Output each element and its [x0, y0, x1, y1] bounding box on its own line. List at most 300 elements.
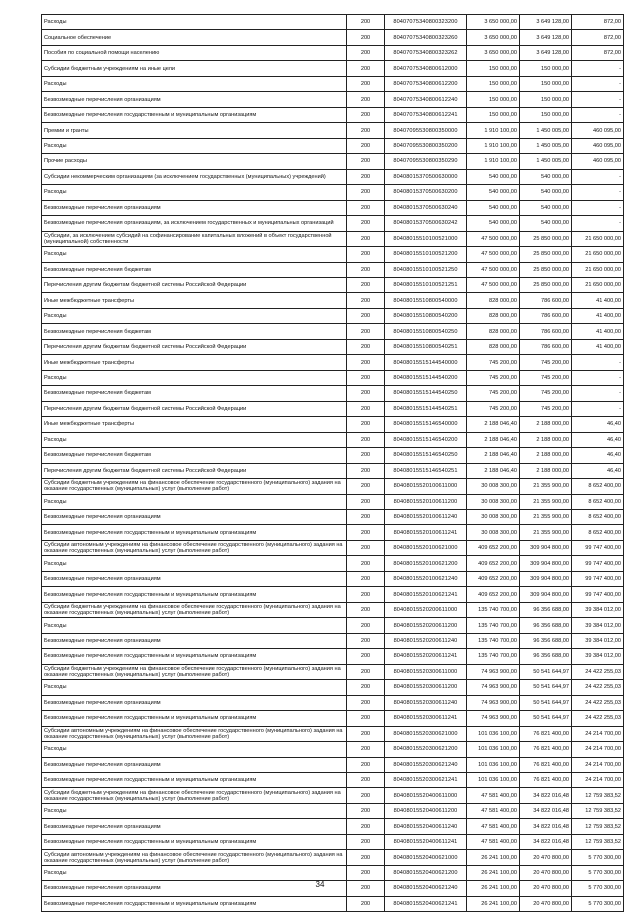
- table-row: [42, 680, 624, 695]
- line-code-cell: 200: [347, 819, 385, 834]
- approved-amount-cell: 26 241 100,00: [467, 881, 520, 896]
- approved-amount-cell: 47 500 000,00: [467, 277, 520, 292]
- item-name-cell: Безвозмездные перечисления государственным и муниципальным организациям: [42, 587, 347, 602]
- item-name-cell: Иные межбюджетные трансферты: [42, 293, 347, 308]
- line-code-cell: 200: [347, 169, 385, 184]
- table-body: [42, 15, 624, 912]
- executed-amount-cell: 786 600,00: [520, 339, 572, 354]
- item-name-cell: Субсидии некоммерческим организациям (за исключением государственных (муниципальных) учреждений): [42, 169, 347, 184]
- budget-code-cell: 80408015515144540200: [385, 370, 467, 385]
- unexecuted-amount-cell: 8 652 400,00: [572, 525, 624, 540]
- table-row: [42, 510, 624, 525]
- table-row: [42, 61, 624, 76]
- item-name-cell: Расходы: [42, 618, 347, 633]
- executed-amount-cell: 1 450 005,00: [520, 154, 572, 169]
- unexecuted-amount-cell: 5 770 300,00: [572, 881, 624, 896]
- item-name-cell: Расходы: [42, 680, 347, 695]
- approved-amount-cell: 30 008 300,00: [467, 479, 520, 494]
- table-row: [42, 803, 624, 818]
- line-code-cell: 200: [347, 308, 385, 323]
- item-name-cell: Расходы: [42, 247, 347, 262]
- item-name-cell: Субсидии бюджетным учреждениям на финансовое обеспечение государственного (муниципального) задания на оказание государственных (муниципальных) услуг (выполнение работ): [42, 788, 347, 803]
- item-name-cell: Расходы: [42, 432, 347, 447]
- item-name-cell: Безвозмездные перечисления государственным и муниципальным организациям: [42, 834, 347, 849]
- table-row: [42, 587, 624, 602]
- budget-code-cell: 80408015515146540000: [385, 417, 467, 432]
- unexecuted-amount-cell: 8 652 400,00: [572, 479, 624, 494]
- line-code-cell: 200: [347, 788, 385, 803]
- table-row: [42, 525, 624, 540]
- table-row: [42, 834, 624, 849]
- item-name-cell: Перечисления другим бюджетам бюджетной системы Российской Федерации: [42, 401, 347, 416]
- item-name-cell: Безвозмездные перечисления организациям: [42, 200, 347, 215]
- unexecuted-amount-cell: 24 214 700,00: [572, 757, 624, 772]
- executed-amount-cell: 34 822 016,48: [520, 834, 572, 849]
- executed-amount-cell: 20 470 800,00: [520, 881, 572, 896]
- unexecuted-amount-cell: 24 214 700,00: [572, 726, 624, 741]
- line-code-cell: 200: [347, 463, 385, 478]
- line-code-cell: 200: [347, 138, 385, 153]
- unexecuted-amount-cell: 41 400,00: [572, 293, 624, 308]
- executed-amount-cell: 786 600,00: [520, 308, 572, 323]
- executed-amount-cell: 20 470 800,00: [520, 850, 572, 865]
- approved-amount-cell: 540 000,00: [467, 185, 520, 200]
- table-row: [42, 200, 624, 215]
- line-code-cell: 200: [347, 92, 385, 107]
- approved-amount-cell: 3 650 000,00: [467, 15, 520, 30]
- approved-amount-cell: 47 581 400,00: [467, 819, 520, 834]
- executed-amount-cell: 25 850 000,00: [520, 262, 572, 277]
- line-code-cell: 200: [347, 247, 385, 262]
- item-name-cell: Субсидии бюджетным учреждениям на иные цели: [42, 61, 347, 76]
- executed-amount-cell: 786 600,00: [520, 324, 572, 339]
- approved-amount-cell: 47 581 400,00: [467, 803, 520, 818]
- budget-code-cell: 80408015370500630200: [385, 185, 467, 200]
- approved-amount-cell: 74 963 900,00: [467, 711, 520, 726]
- budget-code-cell: 80408015520100621200: [385, 556, 467, 571]
- line-code-cell: 200: [347, 231, 385, 246]
- approved-amount-cell: 2 188 046,40: [467, 448, 520, 463]
- approved-amount-cell: 409 652 200,00: [467, 556, 520, 571]
- executed-amount-cell: 1 450 005,00: [520, 123, 572, 138]
- approved-amount-cell: 150 000,00: [467, 92, 520, 107]
- approved-amount-cell: 47 500 000,00: [467, 247, 520, 262]
- budget-code-cell: 80408015520200611000: [385, 602, 467, 617]
- approved-amount-cell: 150 000,00: [467, 76, 520, 91]
- executed-amount-cell: 786 600,00: [520, 293, 572, 308]
- table-row: [42, 154, 624, 169]
- table-row: [42, 169, 624, 184]
- approved-amount-cell: 745 200,00: [467, 370, 520, 385]
- line-code-cell: 200: [347, 602, 385, 617]
- item-name-cell: Безвозмездные перечисления государственным и муниципальным организациям: [42, 772, 347, 787]
- table-row: [42, 308, 624, 323]
- table-row: [42, 649, 624, 664]
- budget-code-cell: 80408015510800540200: [385, 308, 467, 323]
- item-name-cell: Прочие расходы: [42, 154, 347, 169]
- approved-amount-cell: 540 000,00: [467, 216, 520, 231]
- item-name-cell: Расходы: [42, 556, 347, 571]
- executed-amount-cell: 2 188 000,00: [520, 417, 572, 432]
- budget-code-cell: 80408015520100611000: [385, 479, 467, 494]
- budget-code-cell: 80408015520100621000: [385, 540, 467, 555]
- item-name-cell: Расходы: [42, 185, 347, 200]
- item-name-cell: Субсидии автономным учреждениям на финансовое обеспечение государственного (муниципального) задания на оказание государственных (муниципальных) услуг (выполнение работ): [42, 540, 347, 555]
- unexecuted-amount-cell: 12 759 383,52: [572, 788, 624, 803]
- line-code-cell: 200: [347, 865, 385, 880]
- item-name-cell: Социальное обеспечение: [42, 30, 347, 45]
- table-row: [42, 30, 624, 45]
- unexecuted-amount-cell: 21 650 000,00: [572, 247, 624, 262]
- approved-amount-cell: 30 008 300,00: [467, 494, 520, 509]
- table-row: [42, 15, 624, 30]
- budget-code-cell: 80408015515144540000: [385, 355, 467, 370]
- item-name-cell: Расходы: [42, 742, 347, 757]
- item-name-cell: Субсидии бюджетным учреждениям на финансовое обеспечение государственного (муниципального) задания на оказание государственных (муниципальных) услуг (выполнение работ): [42, 664, 347, 679]
- line-code-cell: 200: [347, 494, 385, 509]
- table-row: [42, 896, 624, 911]
- unexecuted-amount-cell: 872,00: [572, 30, 624, 45]
- executed-amount-cell: 20 470 800,00: [520, 896, 572, 911]
- budget-code-cell: 80407075340800323200: [385, 15, 467, 30]
- budget-code-cell: 80408015510800540000: [385, 293, 467, 308]
- budget-code-cell: 80408015520100621241: [385, 587, 467, 602]
- approved-amount-cell: 135 740 700,00: [467, 602, 520, 617]
- line-code-cell: 200: [347, 757, 385, 772]
- unexecuted-amount-cell: 12 759 383,52: [572, 819, 624, 834]
- executed-amount-cell: 96 356 688,00: [520, 633, 572, 648]
- table-row: [42, 463, 624, 478]
- table-row: [42, 247, 624, 262]
- unexecuted-amount-cell: -: [572, 386, 624, 401]
- unexecuted-amount-cell: 99 747 400,00: [572, 556, 624, 571]
- line-code-cell: 200: [347, 123, 385, 138]
- line-code-cell: 200: [347, 76, 385, 91]
- budget-code-cell: 80408015520400611200: [385, 803, 467, 818]
- approved-amount-cell: 1 910 100,00: [467, 138, 520, 153]
- item-name-cell: Безвозмездные перечисления бюджетам: [42, 386, 347, 401]
- item-name-cell: Расходы: [42, 76, 347, 91]
- budget-code-cell: 80408015515146540251: [385, 463, 467, 478]
- budget-code-cell: 80408015520400621000: [385, 850, 467, 865]
- budget-code-cell: 80407075340800612241: [385, 107, 467, 122]
- approved-amount-cell: 101 036 100,00: [467, 742, 520, 757]
- table-row: [42, 231, 624, 246]
- budget-code-cell: 80408015520300611240: [385, 695, 467, 710]
- line-code-cell: 200: [347, 479, 385, 494]
- item-name-cell: Безвозмездные перечисления государственным и муниципальным организациям: [42, 525, 347, 540]
- item-name-cell: Перечисления другим бюджетам бюджетной системы Российской Федерации: [42, 339, 347, 354]
- item-name-cell: Безвозмездные перечисления государственным и муниципальным организациям: [42, 896, 347, 911]
- executed-amount-cell: 309 904 800,00: [520, 587, 572, 602]
- line-code-cell: 200: [347, 834, 385, 849]
- budget-code-cell: 80408015515144540251: [385, 401, 467, 416]
- approved-amount-cell: 1 910 100,00: [467, 123, 520, 138]
- executed-amount-cell: 150 000,00: [520, 61, 572, 76]
- line-code-cell: 200: [347, 401, 385, 416]
- approved-amount-cell: 540 000,00: [467, 200, 520, 215]
- line-code-cell: 200: [347, 324, 385, 339]
- unexecuted-amount-cell: 39 384 012,00: [572, 618, 624, 633]
- executed-amount-cell: 76 821 400,00: [520, 726, 572, 741]
- item-name-cell: Безвозмездные перечисления организациям: [42, 633, 347, 648]
- unexecuted-amount-cell: -: [572, 185, 624, 200]
- budget-code-cell: 80408015510800540250: [385, 324, 467, 339]
- table-row: [42, 401, 624, 416]
- unexecuted-amount-cell: 41 400,00: [572, 339, 624, 354]
- executed-amount-cell: 50 541 644,97: [520, 664, 572, 679]
- line-code-cell: 200: [347, 277, 385, 292]
- budget-code-cell: 80408015520200611200: [385, 618, 467, 633]
- budget-code-cell: 80408015515146540250: [385, 448, 467, 463]
- line-code-cell: 200: [347, 293, 385, 308]
- executed-amount-cell: 2 188 000,00: [520, 432, 572, 447]
- table-row: [42, 571, 624, 586]
- table-row: [42, 757, 624, 772]
- budget-code-cell: 80408015370500630240: [385, 200, 467, 215]
- table-row: [42, 432, 624, 447]
- approved-amount-cell: 3 650 000,00: [467, 30, 520, 45]
- page-number: 34: [315, 880, 325, 889]
- table-row: [42, 123, 624, 138]
- item-name-cell: Пособия по социальной помощи населению: [42, 45, 347, 60]
- table-row: [42, 107, 624, 122]
- executed-amount-cell: 745 200,00: [520, 355, 572, 370]
- unexecuted-amount-cell: 41 400,00: [572, 308, 624, 323]
- budget-code-cell: 80408015520100621240: [385, 571, 467, 586]
- approved-amount-cell: 135 740 700,00: [467, 633, 520, 648]
- line-code-cell: 200: [347, 216, 385, 231]
- budget-code-cell: 80407075340800323260: [385, 30, 467, 45]
- table-row: [42, 633, 624, 648]
- executed-amount-cell: 96 356 688,00: [520, 602, 572, 617]
- unexecuted-amount-cell: 460 095,00: [572, 123, 624, 138]
- approved-amount-cell: 135 740 700,00: [467, 618, 520, 633]
- unexecuted-amount-cell: 5 770 300,00: [572, 850, 624, 865]
- table-row: [42, 772, 624, 787]
- executed-amount-cell: 34 822 016,48: [520, 819, 572, 834]
- table-row: [42, 92, 624, 107]
- executed-amount-cell: 540 000,00: [520, 169, 572, 184]
- unexecuted-amount-cell: 12 759 383,52: [572, 834, 624, 849]
- unexecuted-amount-cell: 46,40: [572, 448, 624, 463]
- line-code-cell: 200: [347, 633, 385, 648]
- line-code-cell: 200: [347, 726, 385, 741]
- item-name-cell: Субсидии, за исключением субсидий на софинансирование капитальных вложений в объект государственной (муниципальной) собственности: [42, 231, 347, 246]
- budget-code-cell: 80407095530800350000: [385, 123, 467, 138]
- table-row: [42, 45, 624, 60]
- line-code-cell: 200: [347, 649, 385, 664]
- line-code-cell: 200: [347, 185, 385, 200]
- item-name-cell: Безвозмездные перечисления бюджетам: [42, 324, 347, 339]
- table-row: [42, 355, 624, 370]
- line-code-cell: 200: [347, 587, 385, 602]
- approved-amount-cell: 2 188 046,40: [467, 463, 520, 478]
- table-row: [42, 262, 624, 277]
- item-name-cell: Иные межбюджетные трансферты: [42, 355, 347, 370]
- approved-amount-cell: 74 963 900,00: [467, 680, 520, 695]
- item-name-cell: Расходы: [42, 803, 347, 818]
- approved-amount-cell: 745 200,00: [467, 355, 520, 370]
- budget-code-cell: 80408015520300611000: [385, 664, 467, 679]
- table-row: [42, 540, 624, 555]
- unexecuted-amount-cell: 41 400,00: [572, 324, 624, 339]
- executed-amount-cell: 50 541 644,97: [520, 695, 572, 710]
- approved-amount-cell: 828 000,00: [467, 293, 520, 308]
- item-name-cell: Иные межбюджетные трансферты: [42, 417, 347, 432]
- unexecuted-amount-cell: 24 422 255,03: [572, 680, 624, 695]
- approved-amount-cell: 30 008 300,00: [467, 510, 520, 525]
- item-name-cell: Безвозмездные перечисления организациям: [42, 571, 347, 586]
- line-code-cell: 200: [347, 618, 385, 633]
- executed-amount-cell: 745 200,00: [520, 370, 572, 385]
- line-code-cell: 200: [347, 711, 385, 726]
- unexecuted-amount-cell: 39 384 012,00: [572, 633, 624, 648]
- executed-amount-cell: 76 821 400,00: [520, 742, 572, 757]
- executed-amount-cell: 309 904 800,00: [520, 540, 572, 555]
- table-row: [42, 479, 624, 494]
- budget-code-cell: 80407075340800323262: [385, 45, 467, 60]
- approved-amount-cell: 101 036 100,00: [467, 772, 520, 787]
- budget-code-cell: 80407095530800350290: [385, 154, 467, 169]
- executed-amount-cell: 309 904 800,00: [520, 556, 572, 571]
- item-name-cell: Расходы: [42, 370, 347, 385]
- unexecuted-amount-cell: -: [572, 61, 624, 76]
- unexecuted-amount-cell: -: [572, 370, 624, 385]
- item-name-cell: Безвозмездные перечисления организациям: [42, 757, 347, 772]
- line-code-cell: 200: [347, 850, 385, 865]
- budget-code-cell: 80408015515146540200: [385, 432, 467, 447]
- budget-code-cell: 80408015370500630000: [385, 169, 467, 184]
- unexecuted-amount-cell: 5 770 300,00: [572, 896, 624, 911]
- table-row: [42, 76, 624, 91]
- item-name-cell: Безвозмездные перечисления организациям: [42, 819, 347, 834]
- approved-amount-cell: 2 188 046,40: [467, 417, 520, 432]
- budget-code-cell: 80408015510800540251: [385, 339, 467, 354]
- executed-amount-cell: 3 649 128,00: [520, 45, 572, 60]
- unexecuted-amount-cell: -: [572, 107, 624, 122]
- line-code-cell: 200: [347, 154, 385, 169]
- budget-code-cell: 80407075340800612000: [385, 61, 467, 76]
- approved-amount-cell: 409 652 200,00: [467, 571, 520, 586]
- unexecuted-amount-cell: 872,00: [572, 15, 624, 30]
- item-name-cell: Расходы: [42, 308, 347, 323]
- line-code-cell: 200: [347, 571, 385, 586]
- executed-amount-cell: 50 541 644,97: [520, 711, 572, 726]
- budget-code-cell: 80408015520400611000: [385, 788, 467, 803]
- item-name-cell: Расходы: [42, 15, 347, 30]
- item-name-cell: Безвозмездные перечисления государственным и муниципальным организациям: [42, 649, 347, 664]
- unexecuted-amount-cell: 24 214 700,00: [572, 742, 624, 757]
- table-row: [42, 742, 624, 757]
- approved-amount-cell: 1 910 100,00: [467, 154, 520, 169]
- approved-amount-cell: 135 740 700,00: [467, 649, 520, 664]
- executed-amount-cell: 540 000,00: [520, 200, 572, 215]
- line-code-cell: 200: [347, 510, 385, 525]
- executed-amount-cell: 3 649 128,00: [520, 30, 572, 45]
- item-name-cell: Расходы: [42, 494, 347, 509]
- line-code-cell: 200: [347, 15, 385, 30]
- item-name-cell: Премии и гранты: [42, 123, 347, 138]
- item-name-cell: Безвозмездные перечисления организациям: [42, 92, 347, 107]
- unexecuted-amount-cell: 24 214 700,00: [572, 772, 624, 787]
- approved-amount-cell: 2 188 046,40: [467, 432, 520, 447]
- budget-code-cell: 80408015520300611241: [385, 711, 467, 726]
- unexecuted-amount-cell: -: [572, 169, 624, 184]
- budget-code-cell: 80408015510100521250: [385, 262, 467, 277]
- unexecuted-amount-cell: 46,40: [572, 463, 624, 478]
- approved-amount-cell: 26 241 100,00: [467, 896, 520, 911]
- executed-amount-cell: 2 188 000,00: [520, 463, 572, 478]
- executed-amount-cell: 20 470 800,00: [520, 865, 572, 880]
- executed-amount-cell: 3 649 128,00: [520, 15, 572, 30]
- approved-amount-cell: 409 652 200,00: [467, 540, 520, 555]
- table-row: [42, 216, 624, 231]
- budget-code-cell: 80408015520200611241: [385, 649, 467, 664]
- table-row: [42, 138, 624, 153]
- budget-code-cell: 80408015520100611240: [385, 510, 467, 525]
- line-code-cell: 200: [347, 525, 385, 540]
- item-name-cell: Безвозмездные перечисления бюджетам: [42, 448, 347, 463]
- item-name-cell: Расходы: [42, 865, 347, 880]
- budget-code-cell: 80408015510100521000: [385, 231, 467, 246]
- executed-amount-cell: 150 000,00: [520, 76, 572, 91]
- executed-amount-cell: 150 000,00: [520, 92, 572, 107]
- budget-code-cell: 80407075340800612240: [385, 92, 467, 107]
- item-name-cell: Безвозмездные перечисления организациям: [42, 695, 347, 710]
- executed-amount-cell: 76 821 400,00: [520, 772, 572, 787]
- line-code-cell: 200: [347, 355, 385, 370]
- approved-amount-cell: 3 650 000,00: [467, 45, 520, 60]
- executed-amount-cell: 76 821 400,00: [520, 757, 572, 772]
- budget-code-cell: 80408015520100611200: [385, 494, 467, 509]
- approved-amount-cell: 409 652 200,00: [467, 587, 520, 602]
- executed-amount-cell: 34 822 016,48: [520, 788, 572, 803]
- budget-code-cell: 80408015520400621241: [385, 896, 467, 911]
- table-row: [42, 865, 624, 880]
- budget-code-cell: 80407095530800350200: [385, 138, 467, 153]
- line-code-cell: 200: [347, 448, 385, 463]
- executed-amount-cell: 309 904 800,00: [520, 571, 572, 586]
- item-name-cell: Субсидии бюджетным учреждениям на финансовое обеспечение государственного (муниципального) задания на оказание государственных (муниципальных) услуг (выполнение работ): [42, 602, 347, 617]
- budget-code-cell: 80408015370500630242: [385, 216, 467, 231]
- unexecuted-amount-cell: 24 422 255,03: [572, 695, 624, 710]
- line-code-cell: 200: [347, 803, 385, 818]
- approved-amount-cell: 540 000,00: [467, 169, 520, 184]
- item-name-cell: Безвозмездные перечисления организациям: [42, 510, 347, 525]
- approved-amount-cell: 74 963 900,00: [467, 664, 520, 679]
- table-row: [42, 788, 624, 803]
- item-name-cell: Безвозмездные перечисления государственным и муниципальным организациям: [42, 107, 347, 122]
- unexecuted-amount-cell: 39 384 012,00: [572, 649, 624, 664]
- budget-code-cell: 80408015510100521200: [385, 247, 467, 262]
- approved-amount-cell: 745 200,00: [467, 401, 520, 416]
- item-name-cell: Перечисления другим бюджетам бюджетной системы Российской Федерации: [42, 277, 347, 292]
- table-row: [42, 664, 624, 679]
- unexecuted-amount-cell: 46,40: [572, 417, 624, 432]
- unexecuted-amount-cell: 872,00: [572, 45, 624, 60]
- unexecuted-amount-cell: -: [572, 76, 624, 91]
- line-code-cell: 200: [347, 262, 385, 277]
- approved-amount-cell: 47 581 400,00: [467, 788, 520, 803]
- approved-amount-cell: 47 500 000,00: [467, 231, 520, 246]
- unexecuted-amount-cell: 39 384 012,00: [572, 602, 624, 617]
- executed-amount-cell: 540 000,00: [520, 216, 572, 231]
- approved-amount-cell: 828 000,00: [467, 324, 520, 339]
- line-code-cell: 200: [347, 61, 385, 76]
- table-row: [42, 324, 624, 339]
- unexecuted-amount-cell: 99 747 400,00: [572, 571, 624, 586]
